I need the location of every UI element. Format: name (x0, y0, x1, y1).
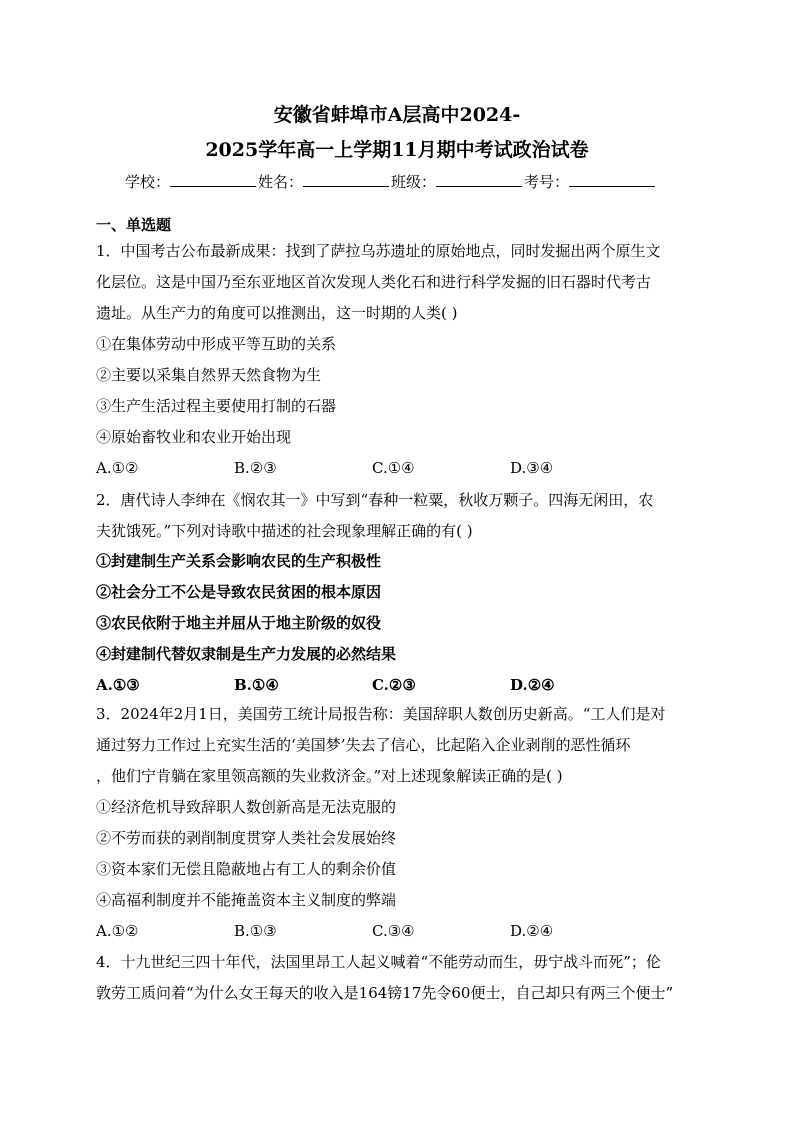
number-blank (569, 171, 655, 187)
choice-d: D.③④ (510, 459, 554, 477)
question-4-line-1: 4．十九世纪三四十年代，法国里昂工人起义喊着“不能劳动而生，毋宁战斗而死”；伦 (96, 953, 661, 971)
choice-b: B.①④ (234, 676, 279, 694)
question-1-line-1: 1．中国考古公布最新成果：找到了萨拉乌苏遗址的原始地点，同时发掘出两个原生文 (96, 242, 661, 260)
choice-c: C.②③ (372, 676, 416, 694)
choice-b: B.①③ (234, 922, 277, 940)
choice-b: B.②③ (234, 459, 277, 477)
question-3-line-3: ，他们宁肯躺在家里领高额的失业救济金。”对上述现象解读正确的是( ) (96, 767, 563, 785)
exam-title-line1: 安徽省蚌埠市A层高中2024- (273, 104, 521, 126)
question-1-line-3: 遗址。从生产力的角度可以推测出，这一时期的人类( ) (96, 304, 458, 322)
school-blank (170, 171, 256, 187)
question-4-line-2: 敦劳工质问着“为什么女王每天的收入是164镑17先令60便士，自己却只有两三个便士” (96, 984, 674, 1002)
exam-title-line2: 2025学年高一上学期11月期中考试政治试卷 (205, 139, 589, 161)
student-info-row (125, 171, 685, 192)
question-2-option-2: ②社会分工不公是导致农民贫困的根本原因 (96, 583, 382, 601)
number-label: 考号： (524, 173, 570, 191)
name-blank (303, 171, 389, 187)
question-2-line-2: 夫犹饿死。”下列对诗歌中描述的社会现象理解正确的有( ) (96, 522, 473, 540)
question-3-choices (96, 921, 656, 941)
choice-a: A.①③ (96, 676, 140, 694)
question-3-option-1: ①经济危机导致辞职人数创新高是无法克服的 (96, 798, 397, 816)
question-2-choices (96, 675, 656, 695)
question-1-option-4: ④原始畜牧业和农业开始出现 (96, 428, 292, 446)
question-3-option-4: ④高福利制度并不能掩盖资本主义制度的弊端 (96, 891, 397, 909)
class-blank (436, 171, 522, 187)
choice-a: A.①② (96, 922, 139, 940)
question-2-option-4: ④封建制代替奴隶制是生产力发展的必然结果 (96, 645, 397, 663)
section-heading: 一、单选题 (96, 216, 172, 234)
question-2-line-1: 2．唐代诗人李绅在《悯农其一》中写到“春种一粒粟，秋收万颗子。四海无闲田，农 (96, 491, 654, 509)
choice-d: D.②④ (510, 676, 555, 694)
choice-c: C.③④ (372, 922, 415, 940)
name-label: 姓名： (258, 173, 304, 191)
question-3-option-2: ②不劳而获的剥削制度贯穿人类社会发展始终 (96, 829, 397, 847)
question-1-option-2: ②主要以采集自然界天然食物为生 (96, 366, 322, 384)
question-3-line-2: 通过努力工作过上充实生活的‘美国梦’失去了信心，比起陷入企业剥削的恶性循环 (96, 736, 631, 754)
choice-d: D.②④ (510, 922, 554, 940)
question-1-line-2: 化层位。这是中国乃至东亚地区首次发现人类化石和进行科学发掘的旧石器时代考古 (96, 273, 652, 291)
question-1-option-1: ①在集体劳动中形成平等互助的关系 (96, 335, 337, 353)
question-3-line-1: 3．2024年2月1日，美国劳工统计局报告称：美国辞职人数创历史新高。“工人们是对 (96, 705, 666, 723)
choice-c: C.①④ (372, 459, 415, 477)
question-3-option-3: ③资本家们无偿且隐蔽地占有工人的剩余价值 (96, 860, 397, 878)
class-label: 班级： (391, 173, 437, 191)
question-2-option-3: ③农民依附于地主并屈从于地主阶级的奴役 (96, 614, 382, 632)
question-2-option-1: ①封建制生产关系会影响农民的生产积极性 (96, 552, 382, 570)
question-1-option-3: ③生产生活过程主要使用打制的石器 (96, 397, 337, 415)
choice-a: A.①② (96, 459, 139, 477)
question-1-choices (96, 458, 656, 478)
school-label: 学校： (125, 173, 171, 191)
